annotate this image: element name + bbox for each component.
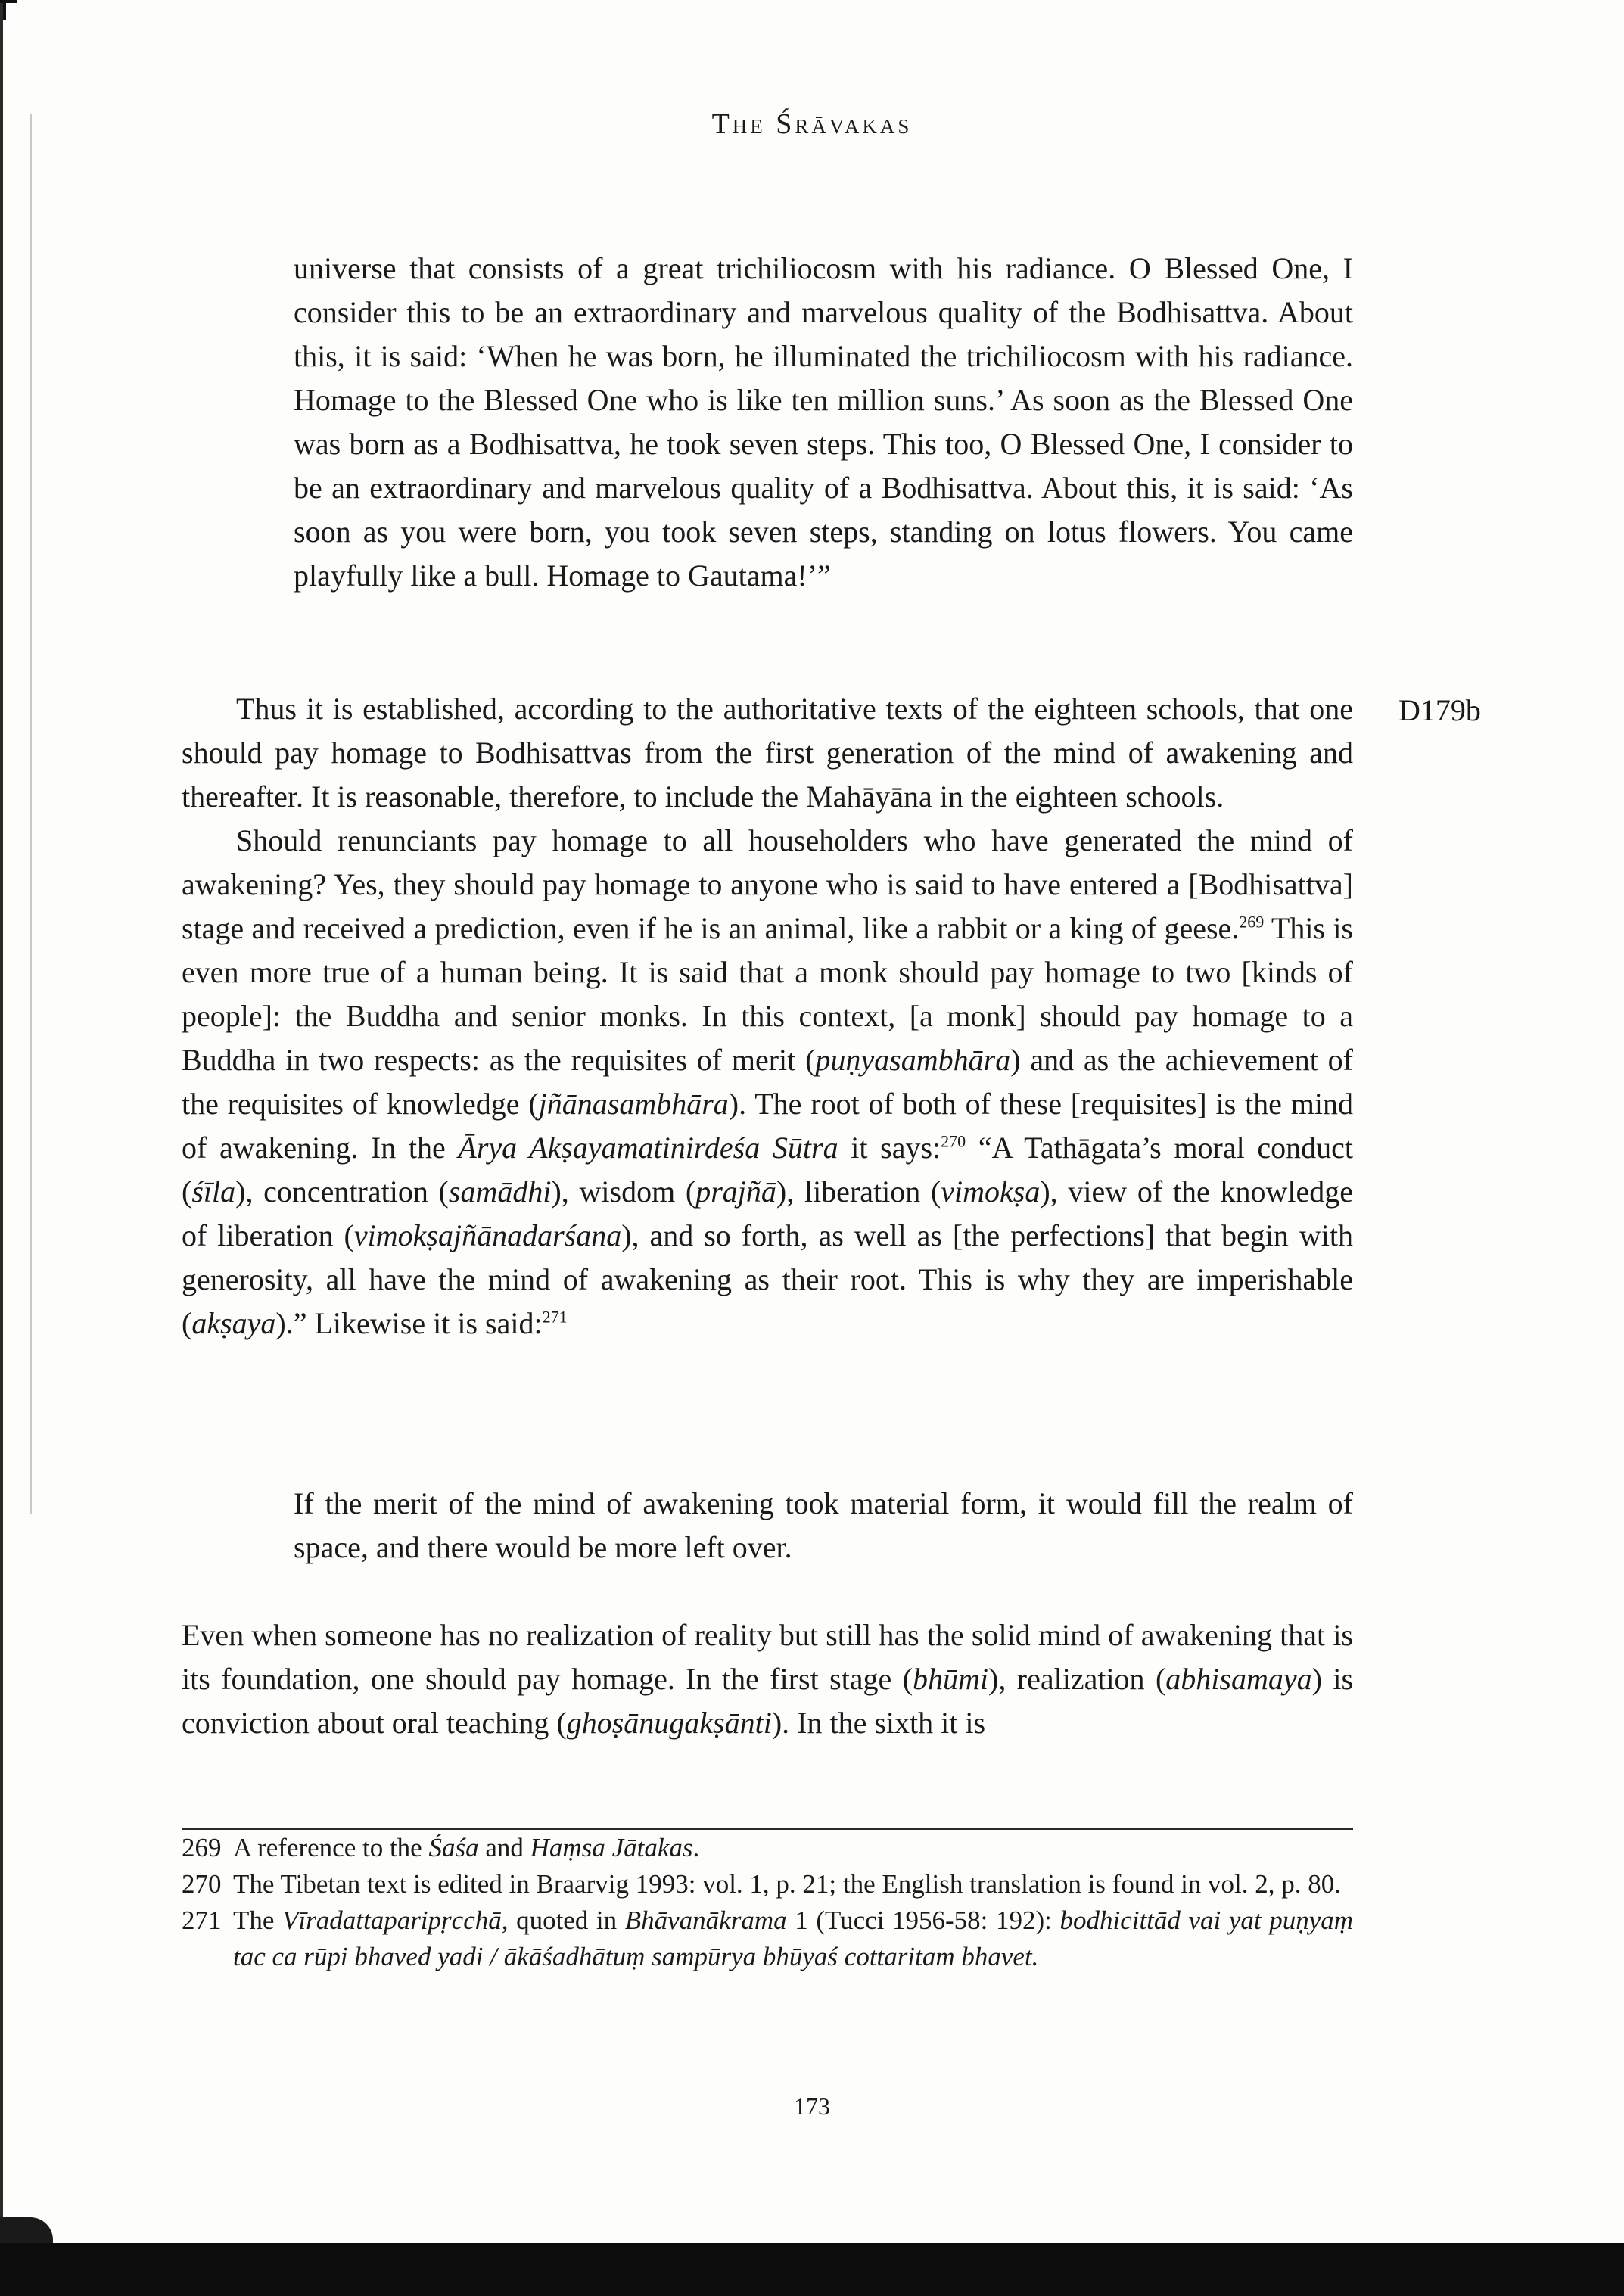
footnote-269: 269 A reference to the Śaśa and Haṃsa Jātakas. — [182, 1830, 1353, 1866]
footnote-number: 270 — [182, 1869, 222, 1899]
scan-corner-mark-vertical — [3, 0, 6, 20]
main-text — [182, 687, 1353, 1346]
footnote-270: 270 The Tibetan text is edited in Braarvig 1993: vol. 1, p. 21; the English translation is found in vol. 2, p. 80. — [182, 1866, 1353, 1902]
binding-shadow — [30, 114, 32, 1514]
paragraph-1: Thus it is established, according to the authoritative texts of the eighteen schools, that one should pay homage to Bodhisattvas from the first generation of the mind of awakening and thereafter. It is reasonable, therefore, to include the Mahāyāna in the eighteen schools. — [182, 692, 1353, 814]
paragraph-3: Even when someone has no realization of reality but still has the solid mind of awakening that is its foundation, one should pay homage. In the first stage (bhūmi), realization (abhisamaya) is conviction about oral teaching (ghoṣānugakṣānti). In the sixth it is — [182, 1618, 1354, 1740]
footnote-ref-269[interactable]: 269 — [1239, 912, 1265, 932]
block-quote-1 — [294, 247, 1353, 598]
paragraph-3-container — [182, 1613, 1353, 1745]
footnote-271: 271 The Vīradattaparipṛcchā, quoted in Bhāvanākrama 1 (Tucci 1956-58: 192): bodhicittād vai yat puṇyaṃ tac ca rūpi bhaved yadi / ākāśadhātuṃ sampūrya bhūyaś cottaritam bhavet. — [182, 1902, 1353, 1975]
page-number: 173 — [794, 2092, 830, 2120]
running-header: The Śrāvakas — [711, 108, 913, 140]
binding-edge — [0, 0, 3, 2240]
margin-reference: D179b — [1398, 693, 1481, 727]
block-quote-2-text: If the merit of the mind of awakening took material form, it would fill the realm of space, and there would be more left over. — [294, 1486, 1353, 1564]
scan-shadow — [0, 2217, 53, 2243]
footnote-ref-270[interactable]: 270 — [941, 1131, 966, 1151]
paragraph-2: Should renunciants pay homage to all householders who have generated the mind of awakening? Yes, they should pay homage to anyone who is said to have entered a [Bodhisattva] stage and received a prediction, even if he is an animal, like a rabbit or a king of geese.$^{269}$ This is even more true of a human being. It is said that a monk should pay homage to two [kinds of people]: the Buddha and senior monks. In this context, [a monk] should pay homage to a Buddha in two respects: as the requisites of merit (puṇyasambhāra) and as the achievement of the requisites of knowledge (jñānasambhāra). The root of both of these [requisites] is the mind of awakening. In the Ārya Akṣayamatinirdeśa Sūtra it says:$^{270}$ “A Tathāgata’s moral conduct (śīla), concentration (samādhi), wisdom (prajñā), liberation (vimokṣa), view of the knowledge of liberation (vimokṣajñānadarśana), and so forth, as well as [the perfections] that begin with generosity, all have the mind of awakening as their root. This is why they are imperishable (akṣaya).” Likewise it is said:$^{271}$ — [182, 823, 1353, 1340]
scan-bottom-edge — [0, 2243, 1624, 2296]
footnote-number: 271 — [182, 1906, 222, 1935]
footnote-number: 269 — [182, 1833, 222, 1862]
footnote-ref-271[interactable]: 271 — [542, 1307, 568, 1327]
block-quote-2 — [294, 1482, 1353, 1570]
block-quote-1-text: universe that consists of a great trichiliocosm with his radiance. O Blessed One, I consider this to be an extraordinary and marvelous quality of the Bodhisattva. About this, it is said: ‘When he was born, he illuminated the trichiliocosm with his radiance. Homage to the Blessed One who is like ten million suns.’ As soon as the Blessed One was born as a Bodhisattva, he took seven steps. This too, O Blessed One, I consider to be an extraordinary and marvelous quality of a Bodhisattva. About this, it is said: ‘As soon as you were born, you took seven steps, standing on lotus flowers. You came playfully like a bull. Homage to Gautama!’” — [294, 251, 1353, 593]
footnotes — [182, 1830, 1353, 1975]
